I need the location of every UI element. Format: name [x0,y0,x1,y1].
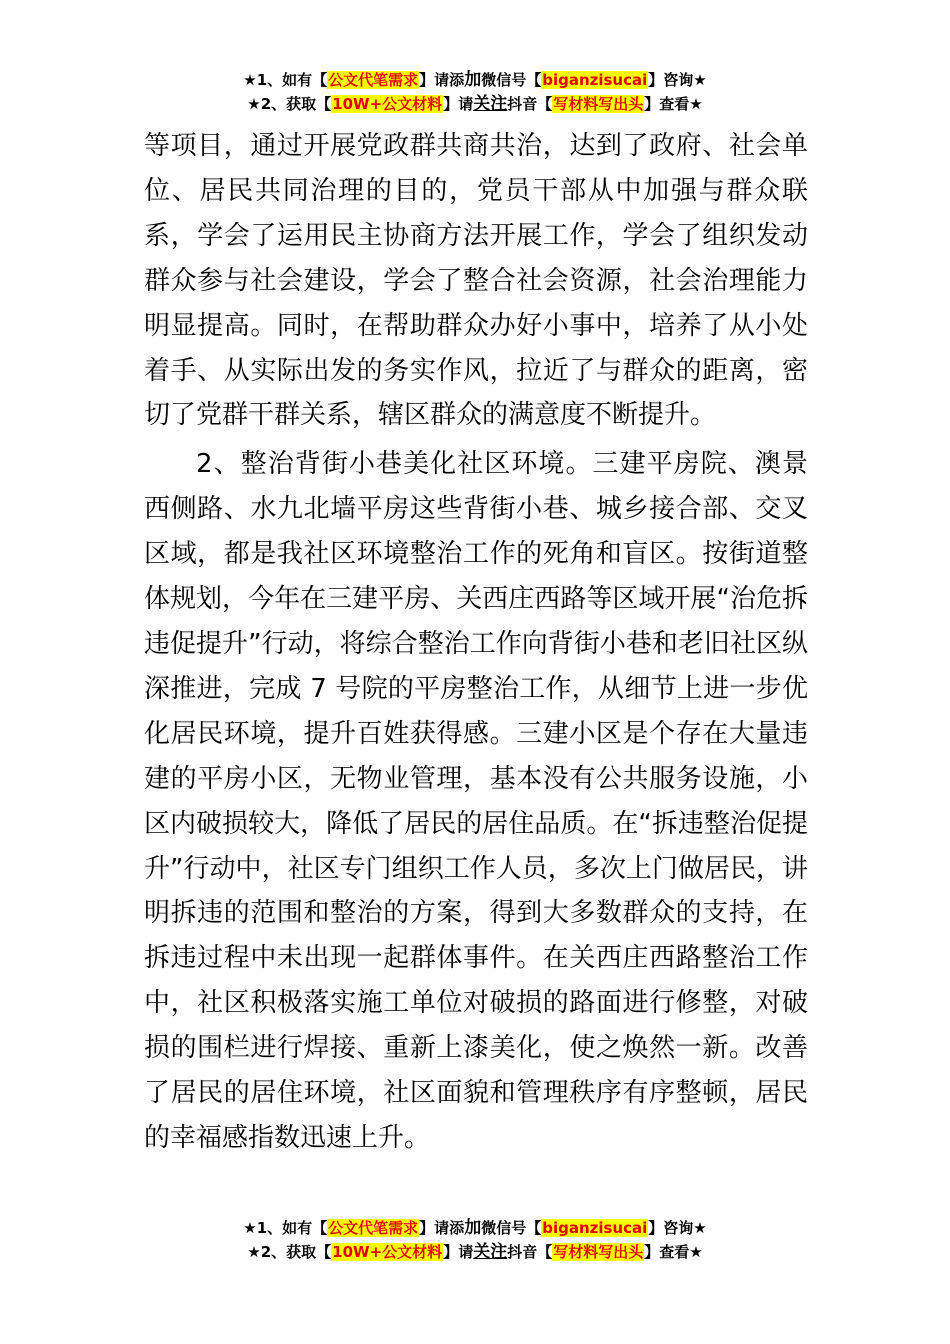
banner-text: ★1、如有【 [243,71,328,89]
banner-text: 】咨询★ [648,1219,707,1237]
banner-highlight: biganzisucai [542,1219,648,1237]
banner-highlight: 写材料写出头 [553,1243,644,1261]
document-body [144,124,808,1161]
paragraph-2: 2、整治背街小巷美化社区环境。三建平房院、澳景西侧路、水九北墙平房这些背街小巷、城乡接合部、交叉区域，都是我社区环境整治工作的死角和盲区。按街道整体规划，今年在三建平房、关西庄西路等区域开展“治危拆违促提升”行动，将综合整治工作向背街小巷和老旧社区纵深推进，完成 7 号院的平房整治工作，从细节上进一步优化居民环境，提升百姓获得感。三建小区是个存在大量违建的平房小区，无物业管理，基本没有公共服务设施，小区内破损较大，降低了居民的居住品质。在“拆违整治促提升”行动中，社区专门组织工作人员，多次上门做居民，讲明拆违的范围和整治的方案，得到大多数群众的支持，在拆违过程中未出现一起群体事件。在关西庄西路整治工作中，社区积极落实施工单位对破损的路面进行修整，对破损的围栏进行焊接、重新上漆美化，使之焕然一新。改善了居民的居住环境，社区面貌和管理秩序有序整顿，居民的幸福感指数迅速上升。 [144,449,808,1153]
banner-line-2 [0,1240,950,1264]
paragraph-1: 等项目，通过开展党政群共商共治，达到了政府、社会单位、居民共同治理的目的，党员干部从中加强与群众联系，学会了运用民主协商方法开展工作，学会了组织发动群众参与社会建设，学会了整合社会资源，社会治理能力明显提高。同时，在帮助群众办好小事中，培养了从小处着手、从实际出发的务实作风，拉近了与群众的距离，密切了党群干群关系，辖区群众的满意度不断提升。 [144,131,808,431]
banner-text: 抖音【 [507,1243,553,1261]
banner-text: ★2、获取【 [247,1243,332,1261]
banner-text: 】请添 [419,1219,465,1237]
banner-highlight: 公文代笔需求 [328,71,419,89]
banner-emphasis: 关注 [473,1242,508,1262]
banner-text: 抖音【 [507,95,553,113]
banner-highlight: 10W+公文材料 [332,1243,443,1261]
banner-highlight: biganzisucai [542,71,648,89]
banner-line-2 [0,92,950,116]
banner-text: 微信号【 [481,71,542,89]
banner-highlight: 写材料写出头 [553,95,644,113]
banner-text: ★2、获取【 [247,95,332,113]
banner-text: 】请 [443,1243,474,1261]
banner-line-1 [0,1216,950,1240]
banner-highlight: 10W+公文材料 [332,95,443,113]
banner-emphasis: 加 [464,1218,482,1238]
banner-text: 】咨询★ [648,71,707,89]
banner-emphasis: 关注 [473,94,508,114]
banner-emphasis: 加 [464,70,482,90]
banner-text: 】查看★ [644,95,703,113]
banner-text: ★1、如有【 [243,1219,328,1237]
banner-text: 】查看★ [644,1243,703,1261]
banner-highlight: 公文代笔需求 [328,1219,419,1237]
banner-line-1 [0,68,950,92]
header-banner [0,68,950,116]
banner-text: 】请添 [419,71,465,89]
banner-text: 微信号【 [481,1219,542,1237]
footer-banner [0,1216,950,1264]
banner-text: 】请 [443,95,474,113]
